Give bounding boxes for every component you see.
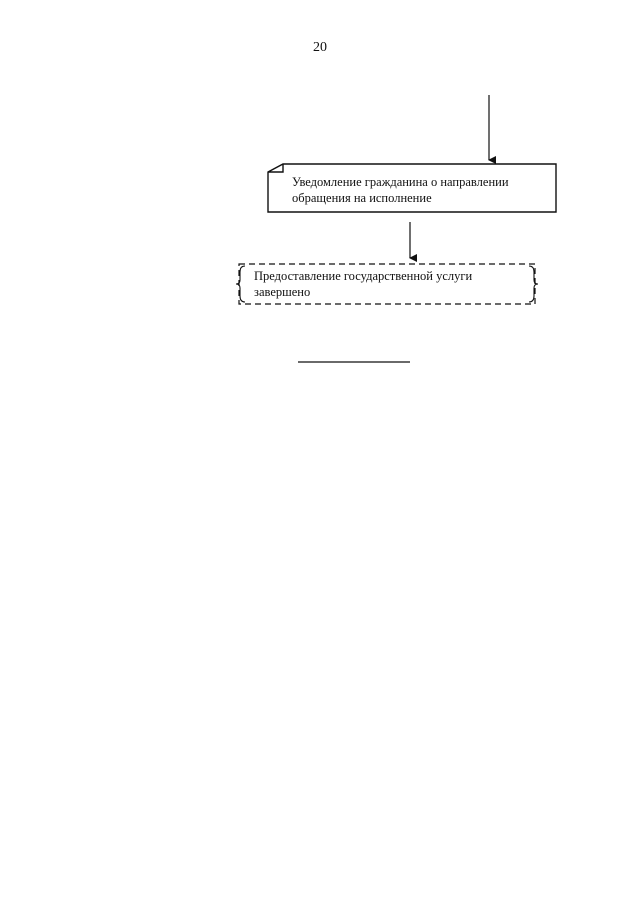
done-box-left-brace [236,266,245,302]
page-number: 20 [313,40,327,55]
done-box-right-brace [529,266,538,302]
done-box-text: Предоставление государственной услуги завершено [254,269,473,299]
notify-box-text: Уведомление гражданина о направлении обращения на исполнение [292,175,509,205]
